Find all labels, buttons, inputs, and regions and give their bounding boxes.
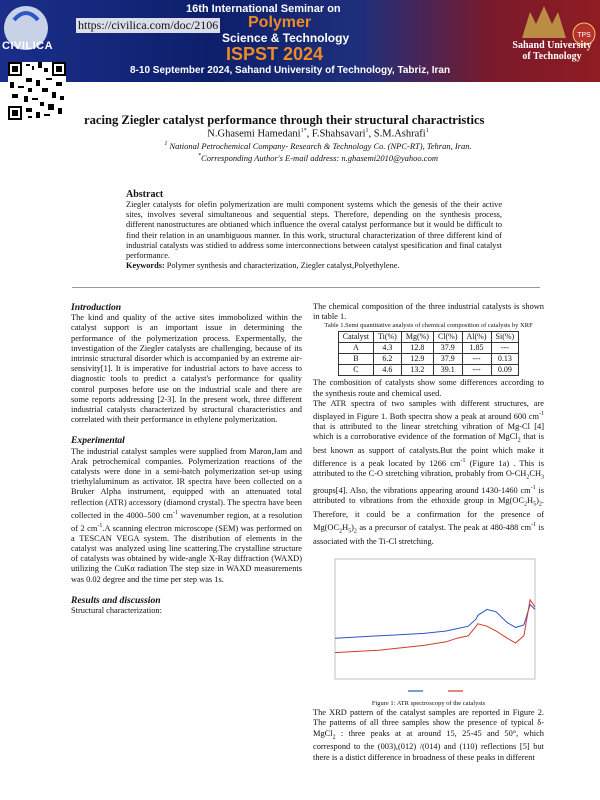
university-logo: [514, 4, 574, 40]
chart-frame: [335, 559, 535, 679]
table-cell: ---: [462, 354, 491, 365]
table-cell: C: [338, 365, 373, 376]
table-header-row: [338, 332, 518, 343]
table-header-cell: Catalyst: [338, 332, 373, 343]
table-cell: 0.13: [491, 354, 519, 365]
table-cell: 37.9: [433, 354, 462, 365]
right-column: [313, 302, 544, 763]
atr-figure: [313, 551, 544, 699]
corresponding-author: *Corresponding Author's E-mail address: n.ghasemi2010@yahoo.com: [198, 153, 438, 163]
table-header-cell: Ti(%): [374, 332, 402, 343]
table-cell: 4.6: [374, 365, 402, 376]
xrf-table: [338, 331, 519, 376]
paper-title: racing Ziegler catalyst performance through their structural charactristics: [84, 113, 485, 127]
table-cell: ---: [462, 365, 491, 376]
source-url[interactable]: https://civilica.com/doc/2106: [78, 18, 219, 32]
series-line-1: [335, 600, 535, 653]
university-name: Sahand University of Technology: [512, 40, 592, 62]
table-row: [338, 354, 518, 365]
table-cell: 6.2: [374, 354, 402, 365]
composition-text: The chemical composition of the three industrial catalysts is shown in table 1.: [313, 302, 544, 322]
conference-banner: [0, 0, 600, 82]
table-cell: 39.1: [433, 365, 462, 376]
table-cell: 12.9: [401, 354, 433, 365]
table-cell: 0.09: [491, 365, 519, 376]
abstract-heading: Abstract: [126, 189, 164, 200]
banner-science: Science & Technology: [222, 31, 350, 45]
table-row: [338, 365, 518, 376]
table-cell: B: [338, 354, 373, 365]
qr-code-icon[interactable]: [8, 62, 66, 120]
left-column: [71, 303, 302, 616]
abstract-body: Ziegler catalysts for olefin polymerization are multi component systems which the genesis of the their active sites, involves several simultaneous and sequential steps. Therefore, depending on the synthesis process, different nanostructures are obtianed which influence the overal catalyst performance but it would be difficult to find their relation in an unambiguous manner. In this work, structural characterization of three different kind of industrial catalysts was stidied to address some interconnections between catalyst spesification and final catalyst performance. Keywords: Polymer synthesis and characterization, Ziegler catalyst,Polyethylene.: [126, 200, 502, 271]
table-cell: 1.85: [462, 343, 491, 354]
civilica-label: CIVILICA: [2, 40, 54, 52]
svg-text:TPS: TPS: [577, 32, 591, 39]
results-heading: Results and discussion: [71, 594, 161, 606]
table-cell: 13.2: [401, 365, 433, 376]
table-header-cell: Mg(%): [401, 332, 433, 343]
atr-text: The ATR spectra of two samples with different structures, are displayed in Figure 1. Both spectra show a peak at around 600 $cm^{-1}$ that is attributed to the linear stretching vibration of Mg-Cl [4] which is a corroborative evidence of the formation of MgCl$_2$ that is best known as support of catalysts.But the point which make it difference is a peak located by 1266 $cm^{-1}$ (Figure 1a) . This is attributed to the C-O stretching vibration, probably from $O-CH_2CH_3$ groups[4]. Also, the vibrations appearing around 1430-1460 $cm^{-1}$ is attributed to vibrations from the ethoxide group in $Mg(OC_2H_5)_2$. Therefore, it could be a confirmation for the presence of $Mg(OC_2H_5)_2$ as a precursor of catalyst. The peak at 480-488 $cm^{-1}$ is associated with the Ti-Cl stretching.: [313, 398, 544, 546]
banner-polymer: Polymer: [248, 14, 312, 31]
table-cell: ---: [491, 343, 519, 354]
series-line-0: [335, 605, 535, 639]
banner-dates: 8-10 September 2024, Sahand University of Technology, Tabriz, Iran: [130, 65, 451, 76]
table-cell: 12.8: [401, 343, 433, 354]
authors: N.Ghasemi Hamedani$^{1*}$, F.Shahsavari$^1$, S.M.Ashrafi$^1$: [207, 128, 429, 140]
section-divider: [72, 287, 540, 288]
table-caption: Table 1.Semi quantitative analysis of chemical composition of catalysts by XRF: [324, 322, 533, 330]
table-cell: 4.3: [374, 343, 402, 354]
experimental-heading: Experimental: [71, 435, 125, 447]
table-header-cell: Cl(%): [433, 332, 462, 343]
introduction-heading: Introduction: [71, 302, 122, 313]
results-text: Structural characterization:: [71, 606, 162, 616]
table-header-cell: Si(%): [491, 332, 519, 343]
atr-chart: [313, 551, 544, 699]
seminar-line: 16th International Seminar on: [186, 3, 341, 15]
table-header-cell: Al(%): [462, 332, 491, 343]
figure-caption: Figure 1: ATR spectroscopy of the catalysts: [371, 700, 486, 708]
combosition-text: The combosition of catalysts show some differences according to the synthesis route and chemical used.: [313, 378, 544, 398]
banner-ispst: ISPST 2024: [226, 44, 324, 64]
introduction-text: The kind and quality of the active sites immobolized within the catalyst support is an important issue in determining the performance of the polymerization process. Expermentally, the investigation of the Ziegler catalysts are challenging, because of its intrinsic structural disorder which is accompanied by an extreme air- sensivity[1]. It is imperative for industrial actors to have access to diagnostic tools to predict a catalyst's performance for quality control purposes before use on the industrial scale and there are some reports addressing [2-3]. In the present work, three different industrial catalysts characterized by structural characteristics and correlated with their performance in ethylene polymerization.: [71, 313, 302, 425]
table-cell: A: [338, 343, 373, 354]
table-cell: 37.9: [433, 343, 462, 354]
experimental-text: The industrial catalyst samples were supplied from Maron,Jam and Arak petrochemical companies. Polymerization reactions of the catalysts were done in a semi-batch polymerization set-up using triethylaluminum as activator. IR spectra have been collected on a Bruker Alpha instrument, equipped with an attenuated total reflection (ATR) accessory (diamond crystal). The spectra have been collected in the 4000–500 $cm^{-1}$ wavenumber region, at a resolution of 2 $cm^{-1}.A$ scanning electron microscope (SEM) was performed on a TESCAN VEGA system. The distribution of elements in the catalyst was analyzed using line scattering.The crystalline structure of catalysts was obtained by wide-angle X-Ray diffraction (WAXD) utilizing the CuKα radiation The step size in WAXD measurements was 0.02 degree and the time per step was 1s.: [71, 446, 303, 584]
affiliation: $^1$ National Petrochemical Company- Research & Technology Co. (NPC-RT), Tehran, Iran.: [164, 141, 472, 151]
table-row: [338, 343, 518, 354]
keywords: Polymer synthesis and characterization, Ziegler catalyst,Polyethylene.: [164, 261, 400, 271]
keywords-label: Keywords:: [126, 261, 165, 271]
xrd-text: The XRD pattern of the catalyst samples are reported in Figure 2. The patterns of all three samples show the presence of typical δ-MgCl$_2$ : three peaks at at around 15, 25-45 and 50°, which correspond to the (003),(012) /(014) and (110) reflections [5] but there is a distict difference in broadness of these peaks in different: [313, 708, 544, 762]
